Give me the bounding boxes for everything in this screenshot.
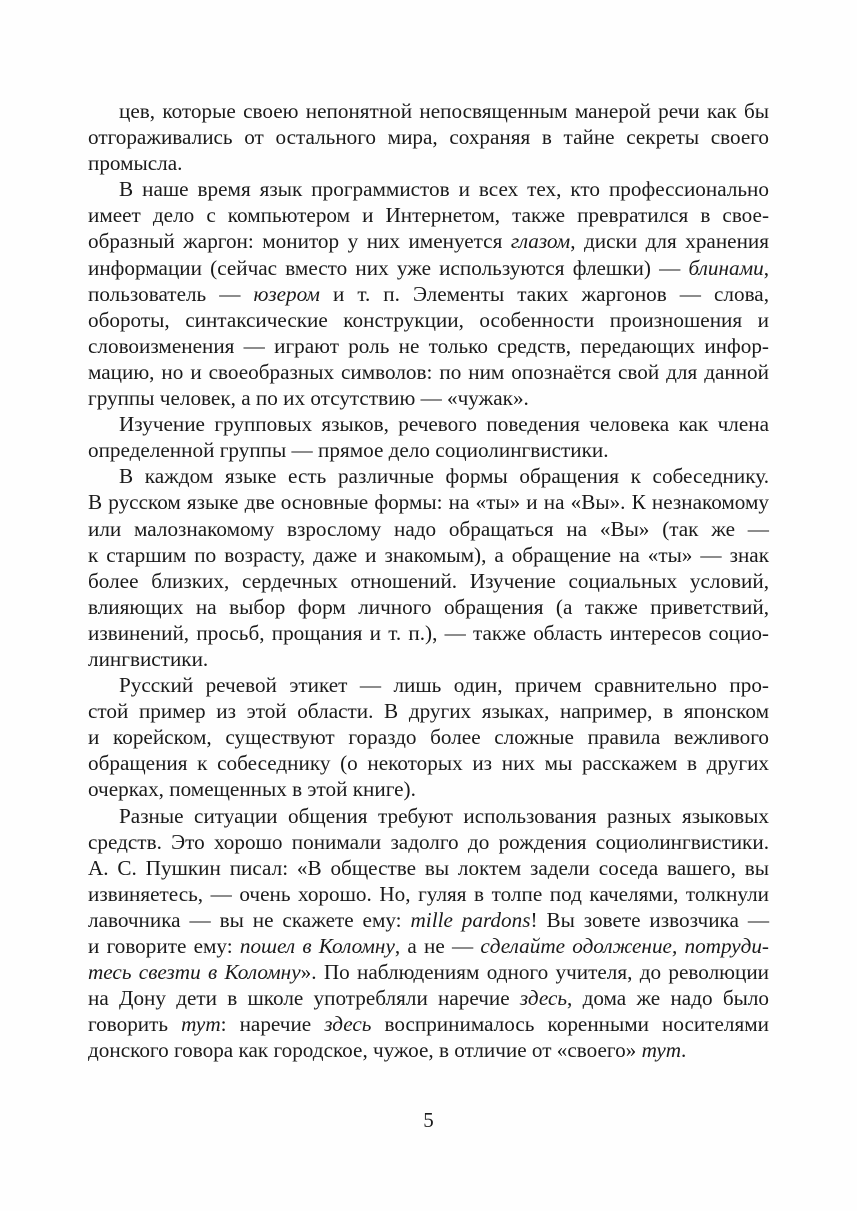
text-run: влияющих на выбор форм личного обращения (а также приветствий,	[88, 594, 769, 619]
text-line	[88, 750, 769, 776]
text-run: и говорите ему:	[88, 934, 240, 958]
text-line	[88, 646, 769, 672]
italic-text: блинами	[688, 255, 764, 280]
paragraph	[88, 98, 769, 176]
italic-text: сделайте одолжение, потруди-	[480, 934, 769, 958]
text-line	[88, 411, 769, 437]
italic-text: тут	[641, 1038, 682, 1063]
text-run: обороты, синтаксические конструкции, особенности произношения и	[88, 307, 769, 332]
paragraph	[88, 672, 769, 802]
text-run: обращения к собеседнику (о некоторых из них мы расскажем в других	[88, 751, 769, 776]
text-run: и т. п. Элементы таких жаргонов — слова,	[319, 281, 769, 306]
text-line	[88, 385, 769, 411]
text-line	[88, 698, 769, 724]
text-line	[88, 1037, 769, 1063]
text-line	[88, 489, 769, 515]
text-line	[88, 803, 769, 829]
italic-text: тут	[181, 1012, 221, 1037]
italic-text: пошел в Коломну	[239, 934, 395, 958]
text-run: , диски для хранения	[570, 229, 769, 254]
text-run: ». По наблюдениям одного учителя, до революции	[300, 960, 769, 985]
text-line	[88, 359, 769, 385]
text-line	[88, 98, 769, 124]
italic-text: mille pardons	[410, 907, 531, 932]
text-run: ! Вы зовете извозчика —	[530, 907, 770, 932]
italic-text: здесь	[519, 986, 568, 1011]
text-line	[88, 907, 769, 933]
page-number: 5	[423, 1108, 434, 1132]
text-run: к старшим по возрасту, даже и знакомым), а обращение на «ты» — знак	[88, 542, 769, 567]
text-run: цев, которые своею непонятной непосвященным манерой речи как бы	[119, 99, 769, 123]
text-line	[88, 281, 769, 307]
text-line	[88, 463, 769, 489]
italic-text: юзером	[253, 281, 320, 306]
italic-text: здесь	[324, 1012, 372, 1037]
text-run: образный жаргон: монитор у них именуется	[88, 229, 511, 254]
text-line	[88, 881, 769, 907]
paragraph	[88, 411, 769, 463]
text-run: пользователь —	[88, 281, 254, 306]
text-line	[88, 176, 769, 202]
text-run: : наречие	[220, 1012, 325, 1037]
text-run: .	[681, 1038, 687, 1063]
text-run: и корейском, существуют гораздо более сложные правила вежливого	[88, 725, 769, 750]
text-run: говорить	[88, 1012, 182, 1037]
text-line	[88, 1011, 769, 1037]
text-run: воспринималось коренными носителями	[371, 1012, 769, 1037]
text-run: извиняетесь, — очень хорошо. Но, гуляя в толпе под качелями, толкнули	[88, 881, 769, 906]
text-run: ,	[763, 255, 769, 280]
text-line	[88, 776, 769, 802]
text-run: Русский речевой этикет — лишь один, причем сравнительно про-	[119, 673, 769, 698]
text-run: отгораживались от остального мира, сохраняя в тайне секреты своего	[88, 125, 769, 150]
text-run: на Дону дети в школе употребляли наречие	[88, 986, 520, 1011]
text-run: более близких, сердечных отношений. Изучение социальных условий,	[88, 568, 769, 593]
text-run: имеет дело с компьютером и Интернетом, также превратился в свое-	[88, 203, 769, 228]
text-line	[88, 724, 769, 750]
italic-text: глазом	[510, 229, 571, 254]
text-run: А. С. Пушкин писал: «В обществе вы локтем задели соседа вашего, вы	[88, 855, 769, 880]
text-run: В каждом языке есть различные формы обращения к собеседнику.	[119, 464, 769, 489]
text-line	[88, 855, 769, 881]
text-run: средств. Это хорошо понимали задолго до рождения социолингвистики.	[88, 829, 769, 854]
text-line	[88, 437, 769, 463]
text-line	[88, 829, 769, 855]
text-line	[88, 255, 769, 281]
text-line	[88, 620, 769, 646]
text-run: словоизменения — играют роль не только средств, передающих инфор-	[88, 333, 769, 358]
text-run: стой пример из этой области. В других языках, например, в японском	[88, 699, 769, 724]
text-line	[88, 985, 769, 1011]
text-line	[88, 228, 769, 254]
text-run: В русском языке две основные формы: на «ты» и на «Вы». К незнакомому	[88, 490, 769, 515]
text-run: , а не —	[394, 934, 481, 958]
text-run: лингвистики.	[88, 646, 209, 671]
text-run: группы человек, а по их отсутствию — «чужак».	[88, 386, 529, 411]
text-run: донского говора как городское, чужое, в отличие от «своего»	[88, 1038, 642, 1063]
text-line	[88, 594, 769, 620]
text-line	[88, 542, 769, 568]
text-line	[88, 307, 769, 333]
text-run: очерках, помещенных в этой книге).	[88, 777, 416, 802]
text-line	[88, 516, 769, 542]
text-line	[88, 333, 769, 359]
italic-text: тесь свезти в Коломну	[88, 960, 301, 985]
text-run: мацию, но и своеобразных символов: по ним опознаётся свой для данной	[88, 359, 769, 384]
text-line	[88, 568, 769, 594]
text-line	[88, 124, 769, 150]
text-run: определенной группы — прямое дело социолингвистики.	[88, 438, 609, 463]
text-run: информации (сейчас вместо них уже используются флешки) —	[88, 255, 689, 280]
text-run: извинений, просьб, прощания и т. п.), — также область интересов социо-	[88, 620, 769, 645]
text-line	[88, 959, 769, 985]
text-run: , дома же надо было	[567, 986, 769, 1011]
text-line	[88, 672, 769, 698]
text-run: лавочника — вы не скажете ему:	[88, 907, 411, 932]
text-run: Разные ситуации общения требуют использования разных языковых	[119, 803, 769, 828]
text-line	[88, 150, 769, 176]
text-run: Изучение групповых языков, речевого поведения человека как члена	[119, 412, 769, 437]
text-run: промысла.	[88, 151, 183, 176]
paragraph	[88, 463, 769, 672]
text-run: В наше время язык программистов и всех тех, кто профессионально	[119, 177, 769, 202]
paragraph	[88, 176, 769, 411]
text-run: или малознакомому взрослому надо обращаться на «Вы» (так же —	[88, 516, 769, 541]
text-line	[88, 202, 769, 228]
paragraph	[88, 803, 769, 1064]
body-text	[88, 98, 769, 1063]
text-line	[88, 933, 769, 959]
